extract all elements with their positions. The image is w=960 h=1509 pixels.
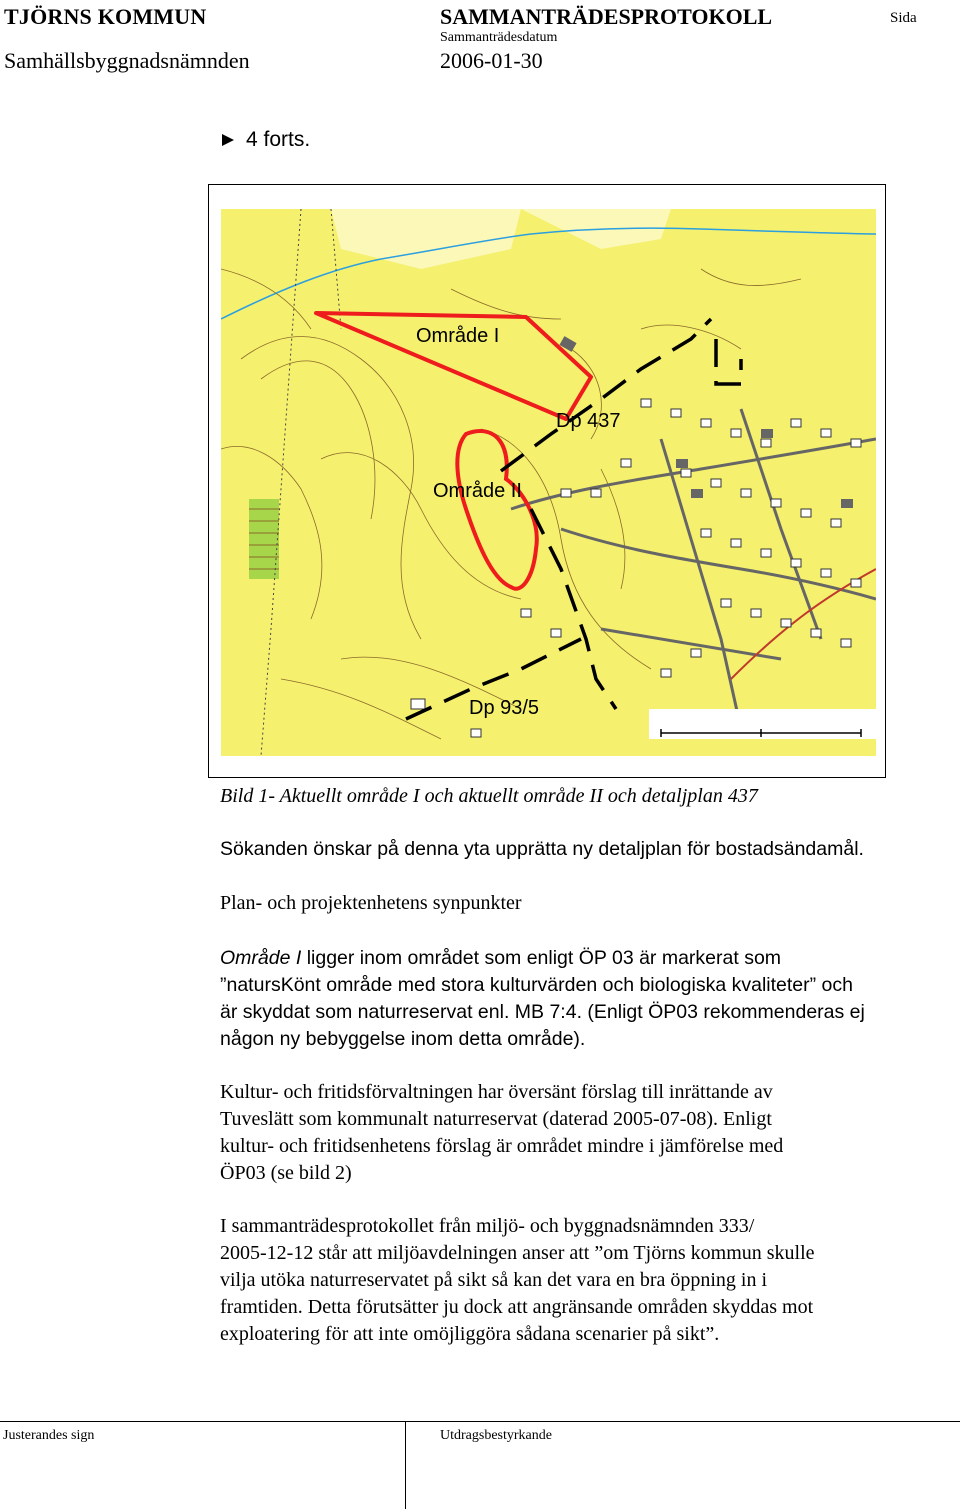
paragraph-application: Sökanden önskar på denna yta upprätta ny detaljplan för bostadsändamål. xyxy=(220,838,864,860)
department-name: Samhällsbyggnadsnämnden xyxy=(4,48,250,73)
paragraph-line: vilja utöka naturreservatet på sikt så kan det vara en bra öppning in i xyxy=(220,1269,768,1291)
paragraph-line: framtiden. Detta förutsätter ju dock att angränsande områden skyddas mot xyxy=(220,1296,814,1318)
paragraph-line: Kultur- och fritidsförvaltningen har översänt förslag till inrättande av xyxy=(220,1081,773,1103)
paragraph-line: Tuveslätt som kommunalt naturreservat (daterad 2005-07-08). Enligt xyxy=(220,1108,772,1130)
section-continuation xyxy=(222,128,310,152)
paragraph-omrade-1 xyxy=(220,945,865,1053)
map-label-dp-93: Dp 93/5 xyxy=(469,697,540,719)
paragraph-line: kultur- och fritidsenhetens förslag är området mindre i jämförelse med xyxy=(220,1135,784,1157)
arrow-bullet-icon xyxy=(222,134,234,146)
paragraph-line: I sammanträdesprotokollet från miljö- och byggnadsnämnden 333/ xyxy=(220,1215,755,1237)
section-marker: 4 forts. xyxy=(246,128,311,151)
paragraph-line: exploatering för att inte omöjliggöra sådana scenarier på sikt”. xyxy=(220,1323,720,1345)
footer-sign-label: Justerandes sign xyxy=(3,1428,95,1443)
figure-caption: Bild 1- Aktuellt område I och aktuellt område II och detaljplan 437 xyxy=(220,785,758,807)
italic-term: Område I xyxy=(220,947,302,969)
paragraph-line-text: ligger inom området som enligt ÖP 03 är markerat som xyxy=(301,947,782,969)
paragraph-line xyxy=(220,945,865,972)
paragraph-line: ”natursKönt område med stora kulturvärden och biologiska kvaliteter” och xyxy=(220,974,853,996)
meeting-date: 2006-01-30 xyxy=(440,48,543,73)
section-heading: Plan- och projektenhetens synpunkter xyxy=(220,892,522,914)
paragraph-kultur xyxy=(220,1079,783,1187)
footer-certification-label: Utdragsbestyrkande xyxy=(440,1428,552,1443)
paragraph-line: ÖP03 (se bild 2) xyxy=(220,1162,352,1184)
municipality-name: TJÖRNS KOMMUN xyxy=(4,4,207,29)
paragraph-line: någon ny bebyggelse inom detta område). xyxy=(220,1028,586,1050)
map-label-dp-437: Dp 437 xyxy=(556,410,621,432)
paragraph-line: 2005-12-12 står att miljöavdelningen anser att ”om Tjörns kommun skulle xyxy=(220,1242,815,1264)
footer-divider xyxy=(0,1421,960,1422)
footer-separator xyxy=(405,1421,406,1509)
page-label: Sida xyxy=(890,10,917,26)
map-label-omrade-2: Område II xyxy=(433,480,522,502)
map-figure xyxy=(208,184,886,778)
date-label: Sammanträdesdatum xyxy=(440,30,558,45)
paragraph-line: är skyddat som naturreservat enl. MB 7:4. (Enligt ÖP03 rekommenderas ej xyxy=(220,1001,865,1023)
protocol-title: SAMMANTRÄDESPROTOKOLL xyxy=(440,4,773,29)
map-image xyxy=(221,209,876,756)
paragraph-protokoll xyxy=(220,1213,815,1348)
map-label-omrade-1: Område I xyxy=(416,325,500,347)
